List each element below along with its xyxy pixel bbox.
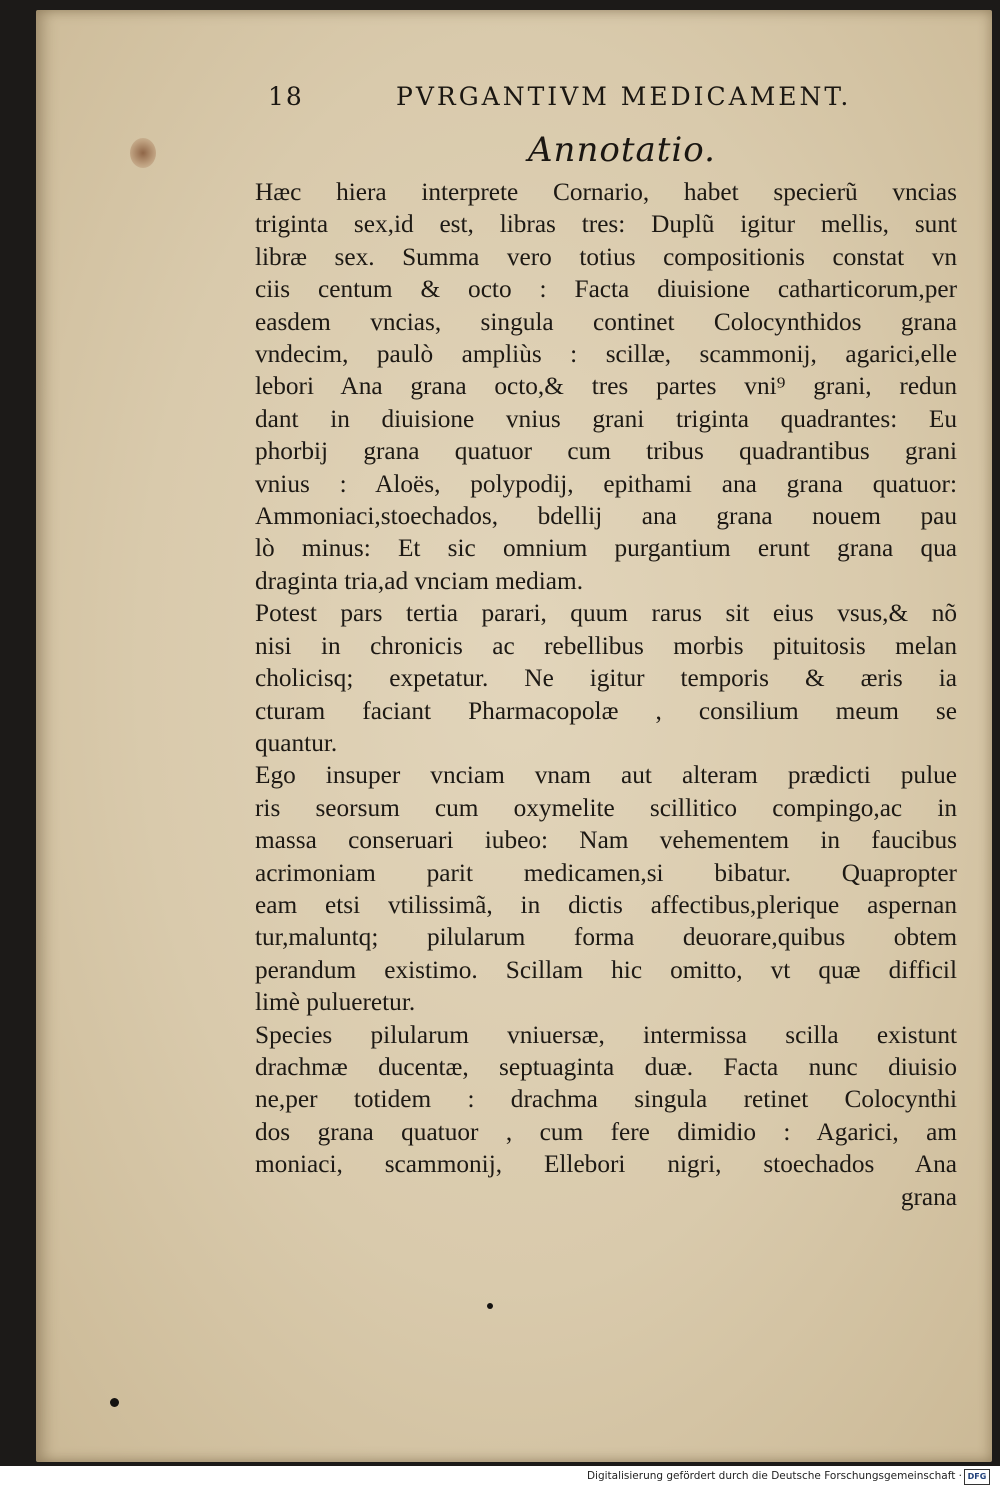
text-line: drachmæ ducentæ, septuaginta duæ. Facta nunc diuisio bbox=[255, 1052, 957, 1081]
text-line: perandum existimo. Scillam hic omitto, vt quæ difficil bbox=[255, 955, 957, 984]
text-line: triginta sex,id est, libras tres: Duplũ igitur mellis, sunt bbox=[255, 210, 957, 239]
text-line: Ego insuper vnciam vnam aut alteram prædicti pulue bbox=[255, 761, 957, 790]
text-line: lebori Ana grana octo,& tres partes vni⁹ grani, redun bbox=[255, 372, 957, 401]
text-line: dos grana quatuor , cum fere dimidio : Agarici, am bbox=[255, 1117, 957, 1146]
text-line: cholicisq; expetatur. Ne igitur temporis & æris ia bbox=[255, 664, 957, 693]
section-title: Annotatio. bbox=[528, 130, 716, 170]
text-line: eam etsi vtilissimã, in dictis affectibus,plerique aspernan bbox=[255, 890, 957, 919]
catchword: grana bbox=[900, 1182, 957, 1211]
text-line: limè pulueretur. bbox=[255, 988, 416, 1017]
body-text bbox=[255, 176, 957, 1213]
text-line: draginta tria,ad vnciam mediam. bbox=[255, 566, 584, 595]
digitization-footer bbox=[0, 1466, 1000, 1488]
text-line: moniaci, scammonij, Ellebori nigri, stoechados Ana bbox=[255, 1150, 957, 1179]
text-line: tur,maluntq; pilularum forma deuorare,quibus obtem bbox=[255, 923, 957, 952]
text-line: vndecim, paulò ampliùs : scillæ, scammonij, agarici,elle bbox=[255, 340, 957, 369]
text-line: ris seorsum cum oxymelite scillitico compingo,ac in bbox=[255, 793, 957, 822]
text-line: ciis centum & octo : Facta diuisione catharticorum,per bbox=[255, 275, 957, 304]
text-line: nisi in chronicis ac rebellibus morbis pituitosis melan bbox=[255, 631, 957, 660]
text-line: vnius : Aloës, polypodij, epithami ana grana quatuor: bbox=[255, 469, 957, 498]
text-line: lò minus: Et sic omnium purgantium erunt grana qua bbox=[255, 534, 957, 563]
text-line: cturam faciant Pharmacopolæ , consilium meum se bbox=[255, 696, 957, 725]
page-number: 18 bbox=[268, 82, 304, 111]
text-line: acrimoniam parit medicamen,si bibatur. Quapropter bbox=[255, 858, 957, 887]
text-line: libræ sex. Summa vero totius compositionis constat vn bbox=[255, 242, 957, 271]
ink-speck bbox=[487, 1303, 493, 1309]
ink-stain bbox=[130, 138, 156, 168]
text-line: easdem vncias, singula continet Colocynthidos grana bbox=[255, 307, 957, 336]
text-line: Ammoniaci,stoechados, bdellij ana grana nouem pau bbox=[255, 502, 957, 531]
text-line: quantur. bbox=[255, 728, 338, 757]
text-line: massa conseruari iubeo: Nam vehementem in faucibus bbox=[255, 826, 957, 855]
text-line: dant in diuisione vnius grani triginta quadrantes: Eu bbox=[255, 404, 957, 433]
dfg-logo: DFG bbox=[964, 1469, 990, 1485]
text-line: Hæc hiera interprete Cornario, habet specierũ vncias bbox=[255, 178, 957, 206]
ink-speck bbox=[110, 1398, 119, 1407]
text-line: ne,per totidem : drachma singula retinet Colocynthi bbox=[255, 1085, 957, 1114]
text-line: Potest pars tertia parari, quum rarus sit eius vsus,& nõ bbox=[255, 599, 957, 628]
footer-credit: Digitalisierung gefördert durch die Deutsche Forschungsgemeinschaft · bbox=[586, 1470, 962, 1482]
running-head: PVRGANTIVM MEDICAMENT. bbox=[396, 82, 852, 111]
text-line: Species pilularum vniuersæ, intermissa scilla existunt bbox=[255, 1020, 957, 1049]
text-line: phorbij grana quatuor cum tribus quadrantibus grani bbox=[255, 437, 957, 466]
